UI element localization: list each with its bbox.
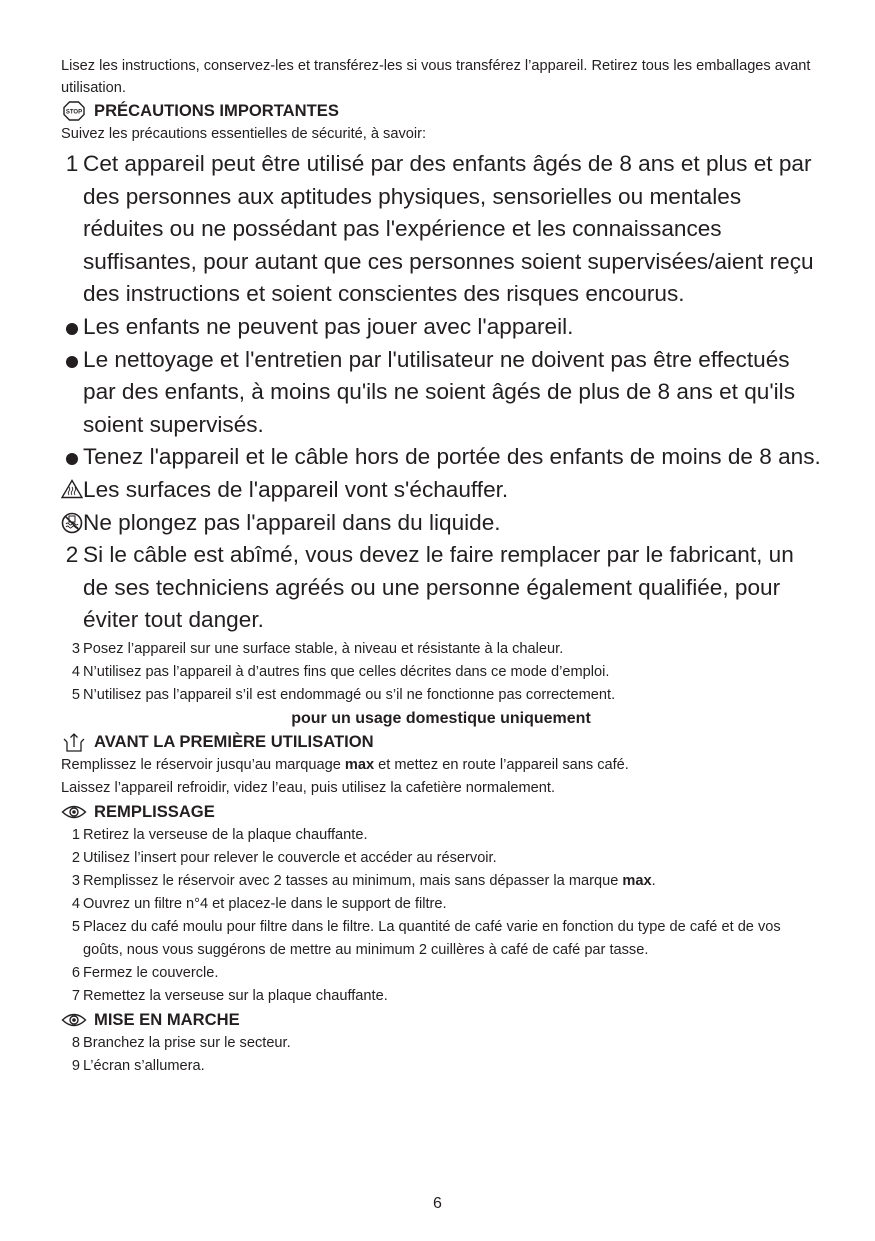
no-immerse-text: Ne plongez pas l'appareil dans du liquide. — [83, 509, 501, 535]
item-text: L’écran s’allumera. — [83, 1057, 205, 1074]
domestic-use-note: pour un usage domestique uniquement — [291, 709, 591, 727]
item-number: 9 — [71, 1057, 80, 1074]
item-text: Fermez le couvercle. — [83, 964, 219, 981]
hot-surface-text: Les surfaces de l'appareil vont s'échauffer. — [83, 476, 509, 502]
hot-surface-warning — [61, 474, 821, 507]
startup-steps — [61, 1032, 821, 1078]
item-text — [83, 870, 821, 893]
item-number: 2 — [65, 542, 79, 568]
list-item — [61, 684, 821, 707]
item-text: Remettez la verseuse sur la plaque chauffante. — [83, 987, 388, 1004]
intro-text: Lisez les instructions, conservez-les et transférez-les si vous transférez l’appareil. Retirez tous les emballages avant utilisation. — [61, 58, 811, 96]
filling-steps — [61, 824, 821, 1008]
precautions-heading — [61, 99, 821, 123]
list-item — [61, 985, 821, 1008]
list-item — [61, 916, 821, 962]
unpack-box-icon — [61, 732, 87, 752]
item-number: 5 — [71, 918, 80, 935]
startup-heading — [61, 1008, 821, 1032]
list-item — [61, 824, 821, 847]
safety-item-1 — [61, 148, 821, 311]
max-mark: max — [344, 756, 375, 773]
bullet-icon — [61, 311, 83, 344]
list-item — [61, 661, 821, 684]
list-item — [61, 870, 821, 893]
item-text: N’utilisez pas l’appareil s’il est endommagé ou s’il ne fonctionne pas correctement. — [83, 686, 616, 703]
hot-surface-icon — [61, 474, 83, 507]
list-item — [61, 1055, 821, 1078]
item-number: 7 — [71, 987, 80, 1004]
small-safety-list — [61, 638, 821, 707]
item-number: 1 — [65, 151, 79, 176]
no-immerse-icon — [61, 507, 83, 540]
bullet-item — [61, 311, 821, 344]
safety-list — [61, 148, 821, 637]
item-text: N’utilisez pas l’appareil à d’autres fins que celles décrites dans ce mode d’emploi. — [83, 663, 610, 680]
item-text: Cet appareil peut être utilisé par des enfants âgés de 8 ans et plus et par des personnes aux aptitudes physiques, sensorielles ou mentales réduites ou ne possédant pas l'expérience et les connaissances suffisantes, pour autant que ces personnes soient supervisées/aient reçu des instructions et soient conscientes des risques encourus. — [83, 151, 814, 307]
bullet-item — [61, 441, 821, 474]
item-number: 1 — [71, 826, 80, 843]
precautions-subtitle: Suivez les précautions essentielles de sécurité, à savoir: — [61, 126, 427, 142]
item-number: 2 — [71, 849, 80, 866]
bullet-icon — [61, 344, 83, 442]
startup-title: MISE EN MARCHE — [94, 1009, 240, 1029]
filling-title: REMPLISSAGE — [94, 801, 215, 821]
item-text: Branchez la prise sur le secteur. — [83, 1034, 291, 1051]
item-number: 3 — [71, 640, 80, 657]
safety-item-2 — [61, 539, 821, 637]
bullet-text: Tenez l'appareil et le câble hors de portée des enfants de moins de 8 ans. — [83, 444, 821, 470]
list-item — [61, 962, 821, 985]
bullet-icon — [61, 441, 83, 474]
item-text: Utilisez l’insert pour relever le couvercle et accéder au réservoir. — [83, 849, 497, 866]
item-text: Ouvrez un filtre n°4 et placez-le dans le support de filtre. — [83, 895, 447, 912]
first-use-line-1-c: et mettez en route l’appareil sans café. — [374, 756, 629, 773]
item-text-c: . — [651, 872, 656, 889]
list-item — [61, 1032, 821, 1055]
no-immerse-warning — [61, 507, 821, 540]
item-number: 6 — [71, 964, 80, 981]
document-page — [61, 55, 821, 1078]
bullet-text: Les enfants ne peuvent pas jouer avec l'appareil. — [83, 313, 574, 339]
first-use-line-2: Laissez l’appareil refroidir, videz l’eau, puis utilisez la cafetière normalement. — [61, 779, 555, 796]
list-item — [61, 893, 821, 916]
precautions-title: PRÉCAUTIONS IMPORTANTES — [94, 101, 339, 120]
max-mark: max — [622, 872, 652, 889]
item-number: 4 — [71, 663, 80, 680]
first-use-line-1 — [61, 754, 821, 777]
item-number: 5 — [71, 686, 80, 703]
item-text: Si le câble est abîmé, vous devez le faire remplacer par le fabricant, un de ses techniciens agréés ou une personne également qualifiée, pour éviter tout danger. — [83, 542, 794, 633]
first-use-title: AVANT LA PREMIÈRE UTILISATION — [94, 731, 374, 751]
stop-icon — [61, 101, 87, 121]
item-number: 3 — [71, 872, 80, 889]
first-use-line-1-a: Remplissez le réservoir jusqu’au marquage — [61, 756, 345, 773]
eye-icon — [61, 1010, 87, 1030]
item-text: Posez l’appareil sur une surface stable, à niveau et résistante à la chaleur. — [83, 640, 564, 657]
bullet-text: Le nettoyage et l'entretien par l'utilisateur ne doivent pas être effectués par des enfants, à moins qu'ils ne soient âgés de plus de 8 ans et qu'ils soient supervisés. — [83, 346, 795, 437]
item-text: Placez du café moulu pour filtre dans le filtre. La quantité de café varie en fonction du type de café et de vos goûts, nous vous suggérons de mettre au minimum 2 cuillères à café de café par tasse. — [83, 918, 781, 958]
first-use-heading — [61, 730, 821, 754]
page-number: 6 — [433, 1195, 442, 1212]
list-item — [61, 638, 821, 661]
stop-icon-label: STOP — [65, 109, 83, 116]
list-item — [61, 847, 821, 870]
filling-heading — [61, 800, 821, 824]
item-number: 4 — [71, 895, 80, 912]
eye-icon — [61, 802, 87, 822]
item-text: Retirez la verseuse de la plaque chauffante. — [83, 826, 368, 843]
bullet-item — [61, 344, 821, 442]
item-text-a: Remplissez le réservoir avec 2 tasses au minimum, mais sans dépasser la marque — [83, 872, 623, 889]
item-number: 8 — [71, 1034, 80, 1051]
